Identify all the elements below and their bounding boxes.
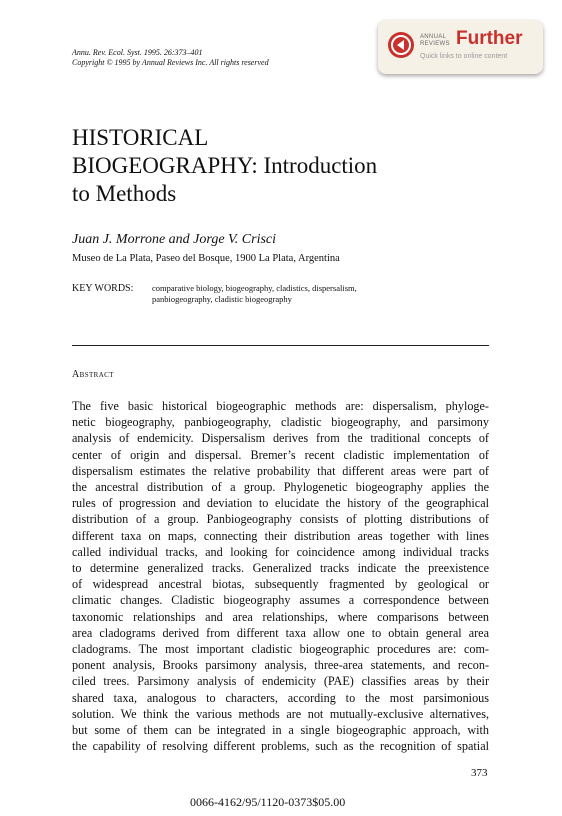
abstract-line: different taxa on maps, connecting their distribution areas together with lines bbox=[72, 528, 489, 543]
abstract-line: cladograms. The most important cladistic biogeographic procedures are: com- bbox=[72, 642, 489, 657]
abstract-line: taxonomic relationships and area relationships, where comparisons between bbox=[72, 609, 489, 624]
abstract-line: analysis of endemicity. Dispersalism derives from the traditional concepts of bbox=[72, 431, 489, 446]
keywords-label: KEY WORDS: bbox=[72, 283, 134, 294]
page-number: 373 bbox=[471, 767, 488, 779]
abstract-line: climatic changes. Cladistic biogeography assumes a correspondence between bbox=[72, 593, 489, 608]
footer-code: 0066-4162/95/1120-0373$05.00 bbox=[190, 795, 346, 809]
abstract-line: shared taxa, analogous to characters, according to the most parsimonious bbox=[72, 690, 489, 705]
badge-reviews-text: REVIEWS bbox=[420, 41, 450, 47]
annual-reviews-further-badge[interactable] bbox=[378, 20, 543, 74]
badge-tagline: Quick links to online content bbox=[420, 53, 508, 60]
citation-line-2: Copyright © 1995 by Annual Reviews Inc. All rights reserved bbox=[72, 58, 269, 67]
badge-further-label: Further bbox=[456, 28, 523, 49]
abstract-line: but some of them can be integrated in a single biogeographic approach, with bbox=[72, 723, 489, 738]
abstract-line: the ancestral distribution of a group. Phylogenetic biogeography applies the bbox=[72, 480, 489, 495]
abstract-line: of widespread ancestral biotas, subsequently fragmented by geological or bbox=[72, 577, 489, 592]
keywords-line-2: panbiogeography, cladistic biogeography bbox=[152, 294, 292, 304]
abstract-body bbox=[72, 398, 489, 754]
keywords-list bbox=[152, 283, 357, 305]
title-line-2: BIOGEOGRAPHY: Introduction bbox=[72, 153, 378, 178]
abstract-line: to determine generalized tracks. Generalized tracks indicate the preexistence bbox=[72, 561, 489, 576]
abstract-line: rules of progression and deviation to elucidate the history of the geographical bbox=[72, 496, 489, 511]
abstract-line: called individual tracks, and looking for coincidence among individual tracks bbox=[72, 544, 489, 559]
abstract-line: ponent analysis, Brooks parsimony analysis, three-area statements, and recon- bbox=[72, 658, 489, 673]
authors: Juan J. Morrone and Jorge V. Crisci bbox=[72, 232, 277, 247]
abstract-line: area cladograms derived from different taxa allow one to obtain general area bbox=[72, 625, 489, 640]
title-line-1: HISTORICAL bbox=[72, 125, 209, 150]
section-divider bbox=[72, 345, 489, 346]
abstract-line: distribution of a group. Panbiogeography consists of plotting distributions of bbox=[72, 512, 489, 527]
keywords-line-1: comparative biology, biogeography, cladistics, dispersalism, bbox=[152, 283, 357, 293]
journal-citation bbox=[72, 48, 269, 68]
abstract-line: the capability of resolving different problems, such as the recognition of spatial bbox=[72, 739, 489, 754]
abstract-line: netic biogeography, panbiogeography, cladistic biogeography, and parsimony bbox=[72, 415, 489, 430]
abstract-heading: Abstract bbox=[72, 369, 114, 380]
abstract-line: solution. We think the various methods are not mutually-exclusive alternatives, bbox=[72, 706, 489, 721]
abstract-line: ciled trees. Parsimony analysis of endemicity (PAE) classifies areas by their bbox=[72, 674, 489, 689]
annual-reviews-logo-icon bbox=[388, 32, 414, 58]
affiliation: Museo de La Plata, Paseo del Bosque, 1900 La Plata, Argentina bbox=[72, 253, 340, 264]
citation-line-1: Annu. Rev. Ecol. Syst. 1995. 26:373–401 bbox=[72, 48, 203, 57]
abstract-line: The five basic historical biogeographic methods are: dispersalism, phyloge- bbox=[72, 399, 489, 413]
badge-annual-text: ANNUAL bbox=[420, 34, 447, 40]
badge-publisher-name bbox=[420, 34, 450, 48]
abstract-line: center of origin and dispersal. Bremer’s recent cladistic implementation of bbox=[72, 447, 489, 462]
article-title bbox=[72, 124, 492, 208]
abstract-line: dispersalism estimates the relative probability that different areas were part of bbox=[72, 463, 489, 478]
title-line-3: to Methods bbox=[72, 181, 177, 206]
